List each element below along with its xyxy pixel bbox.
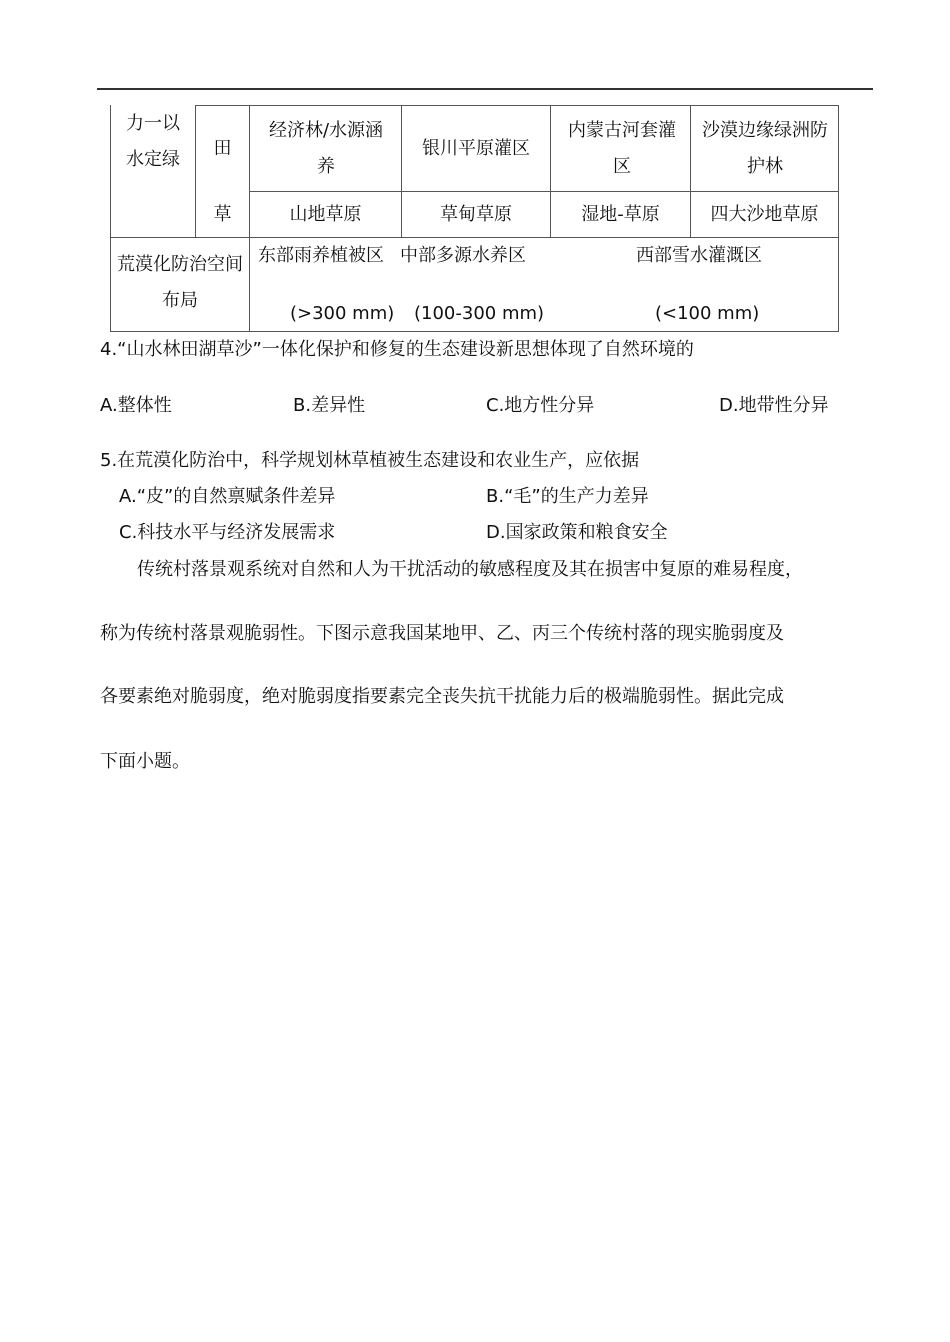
- table-cell: 草甸草原: [440, 203, 512, 225]
- passage-line: 称为传统村落景观脆弱性。下图示意我国某地甲、乙、丙三个传统村落的现实脆弱度及: [100, 623, 784, 644]
- table-cell: 四大沙地草原: [710, 203, 819, 225]
- question-4-stem: 4.“山水林田湖草沙”一体化保护和修复的生态建设新思想体现了自然环境的: [100, 339, 694, 360]
- row-label: 田: [213, 137, 232, 159]
- q4-option-d: D.地带性分异: [719, 395, 829, 416]
- row-label: 力一以水定绿: [126, 113, 180, 170]
- passage-line: 传统村落景观系统对自然和人为干扰活动的敏感程度及其在损害中复原的难易程度，: [137, 559, 803, 580]
- row-label: 荒漠化防治空间布局: [117, 254, 243, 311]
- header-rule: [97, 88, 873, 90]
- table-cell: 内蒙古河套灌区: [568, 119, 676, 177]
- table-cell: 经济林/水源涵养: [268, 119, 384, 177]
- region-middle: 中部多源水养区: [400, 245, 526, 266]
- passage-line: 各要素绝对脆弱度，绝对脆弱度指要素完全丧失抗干扰能力后的极端脆弱性。据此完成: [100, 686, 784, 707]
- region-east: 东部雨养植被区: [258, 245, 384, 266]
- table-cell: 山地草原: [289, 203, 362, 225]
- table-cell: 湿地-草原: [581, 203, 660, 225]
- range-west: (<100 mm): [655, 303, 760, 324]
- table-cell: 银川平原灌区: [422, 137, 530, 159]
- q5-option-d: D.国家政策和粮食安全: [486, 522, 668, 543]
- q4-option-c: C.地方性分异: [486, 395, 595, 416]
- table-cell: 沙漠边缘绿洲防护林: [702, 119, 828, 177]
- question-5-stem: 5.在荒漠化防治中，科学规划林草植被生态建设和农业生产，应依据: [100, 450, 640, 471]
- table-border: [110, 105, 111, 332]
- range-east: (>300 mm): [290, 303, 395, 324]
- q5-option-a: A.“皮”的自然禀赋条件差异: [119, 486, 336, 507]
- q5-option-c: C.科技水平与经济发展需求: [119, 522, 336, 543]
- passage-line: 下面小题。: [100, 751, 190, 772]
- range-middle: (100-300 mm): [414, 303, 545, 324]
- q5-option-b: B.“毛”的生产力差异: [486, 486, 649, 507]
- table-border: [838, 105, 839, 332]
- region-west: 西部雪水灌溉区: [636, 245, 762, 266]
- row-label: 草: [213, 203, 232, 225]
- q4-option-b: B.差异性: [293, 395, 366, 416]
- q4-option-a: A.整体性: [100, 395, 172, 416]
